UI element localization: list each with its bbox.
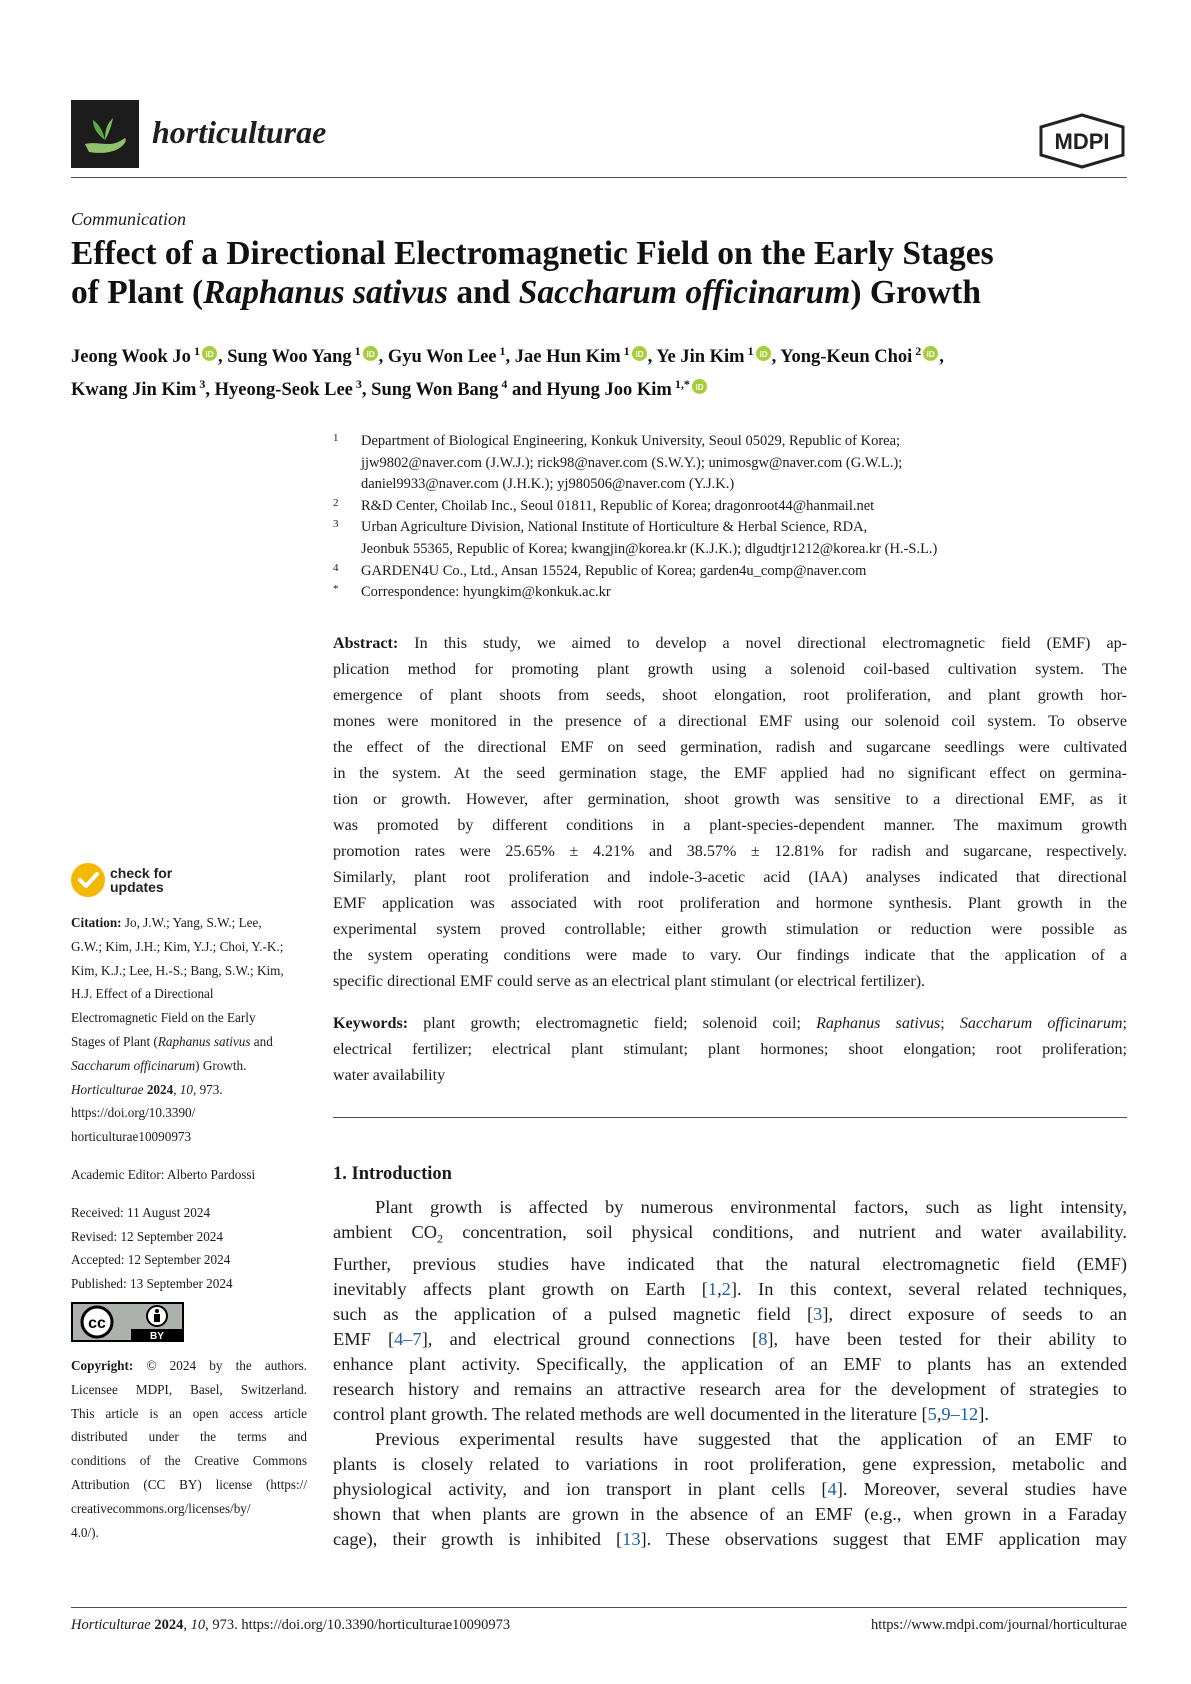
author-name: Hyeong-Seok Lee: [214, 380, 353, 401]
abstract-line: mones were monitored in the presence of a directional EMF using our solenoid coil system. To observe: [333, 713, 1127, 730]
svg-text:iD: iD: [759, 350, 768, 360]
cc-icon-text: cc: [88, 1314, 106, 1332]
by-icon-text: BY: [150, 1330, 164, 1342]
abstract-line: plication method for promoting plant growth using a solenoid coil-based cultivation system. The: [333, 661, 1127, 678]
abstract-line: Similarly, plant root proliferation and indole-3-acetic acid (IAA) analyses indicated that directional: [333, 869, 1127, 886]
orcid-icon[interactable]: [692, 379, 707, 394]
citation-doi-link[interactable]: https://doi.org/10.3390/: [71, 1105, 196, 1121]
author-affiliation-marker: 1: [747, 344, 754, 358]
svg-text:iD: iD: [635, 350, 644, 360]
author-list: [71, 338, 1141, 404]
affiliation-line: 4 GARDEN4U Co., Ltd., Ansan 15524, Republic of Korea; garden4u_comp@naver.com: [333, 561, 867, 579]
author-affiliation-marker: 1,*: [674, 377, 690, 392]
citation-line: Stages of Plant (Raphanus sativus and: [71, 1033, 273, 1049]
citation-link[interactable]: 9–12: [941, 1403, 979, 1424]
keywords-line: electrical fertilizer; electrical plant stimulant; plant hormones; shoot elongation; root proliferation;: [333, 1041, 1127, 1058]
affiliation-line: 3 Urban Agriculture Division, National Institute of Horticulture & Herbal Science, RDA,: [333, 518, 868, 536]
body-line: research history and remains an attractive research area for the development of strategies to: [333, 1378, 1127, 1399]
citation-link[interactable]: 3: [813, 1303, 823, 1324]
affiliation-line: * Correspondence: hyungkim@konkuk.ac.kr: [333, 583, 611, 601]
abstract: [333, 631, 1127, 995]
article-title: [71, 234, 1141, 312]
body-line: EMF [4–7], and electrical ground connections [8], have been tested for their ability to: [333, 1328, 1127, 1349]
title-line: Effect of a Directional Electromagnetic Field on the Early Stages: [71, 235, 994, 272]
footer-divider: [71, 1607, 1127, 1608]
accepted-date: Accepted: 12 September 2024: [71, 1252, 231, 1268]
svg-text:iD: iD: [695, 383, 704, 393]
publisher-logo-text: MDPI: [1054, 129, 1110, 154]
citation-link[interactable]: 8: [758, 1328, 768, 1349]
author-name: Kwang Jin Kim: [71, 380, 197, 401]
citation-line: Electromagnetic Field on the Early: [71, 1010, 256, 1026]
plant-hand-icon: [71, 100, 139, 168]
citation-line: Horticulturae 2024, 10, 973.: [71, 1081, 223, 1097]
body-line: Previous experimental results have suggested that the application of an EMF to: [375, 1428, 1127, 1449]
affiliation-line: Jeonbuk 55365, Republic of Korea; kwangjin@korea.kr (K.J.K.); dlgudtjr1212@korea.kr (H.-S.L.): [361, 540, 938, 557]
abstract-line: Abstract: In this study, we aimed to develop a novel directional electromagnetic field (EMF) ap-: [333, 635, 1127, 652]
affiliation-line: daniel9933@naver.com (J.H.K.); yj980506@naver.com (Y.J.K.): [361, 476, 735, 493]
abstract-line: the system operating conditions were made to vary. Our findings indicate that the application of a: [333, 947, 1127, 964]
svg-text:iD: iD: [366, 350, 375, 360]
abstract-line: tion or growth. However, after germination, shoot growth was sensitive to a directional EMF, as it: [333, 791, 1127, 808]
check-updates-line: check for: [110, 865, 173, 881]
affiliation-line: 2 R&D Center, Choilab Inc., Seoul 01811, Republic of Korea; dragonroot44@hanmail.net: [333, 496, 875, 514]
abstract-line: emergence of plant shoots from seeds, shoot elongation, root proliferation, and plant growth hor-: [333, 687, 1127, 704]
copyright-line: Licensee MDPI, Basel, Switzerland.: [71, 1381, 307, 1397]
keywords-line: water availability: [333, 1067, 446, 1084]
introduction-body: [333, 1195, 1127, 1552]
author-affiliation-marker: 1: [623, 344, 630, 358]
orcid-icon[interactable]: [632, 346, 647, 361]
received-date: Received: 11 August 2024: [71, 1204, 211, 1220]
keywords: [333, 1011, 1127, 1089]
author-name: Sung Won Bang: [371, 380, 499, 401]
citation-link[interactable]: 2: [721, 1278, 731, 1299]
author-affiliation-marker: 3: [199, 377, 206, 392]
citation-link[interactable]: 13: [622, 1528, 641, 1549]
copyright-line: This article is an open access article: [71, 1405, 307, 1421]
citation-link[interactable]: 4–7: [394, 1328, 422, 1349]
citation-line: Kim, K.J.; Lee, H.-S.; Bang, S.W.; Kim,: [71, 962, 284, 978]
abstract-line: promotion rates were 25.65% ± 4.21% and 38.57% ± 12.81% for radish and sugarcane, respectively.: [333, 843, 1127, 860]
body-line: cage), their growth is inhibited [13]. These observations suggest that EMF application may: [333, 1528, 1127, 1549]
copyright-line: conditions of the Creative Commons: [71, 1453, 307, 1469]
cc-by-license-badge[interactable]: [71, 1302, 184, 1342]
author-affiliation-marker: 3: [355, 377, 362, 392]
abstract-line: the effect of the directional EMF on seed germination, radish and sugarcane seedlings were cultivated: [333, 739, 1127, 756]
author-name: Jae Hun Kim: [514, 347, 621, 368]
mdpi-logo: [1037, 113, 1127, 169]
affiliation-line: jjw9802@naver.com (J.W.J.); rick98@naver.com (S.W.Y.); unimosgw@naver.com (G.W.L.);: [361, 454, 903, 471]
citation-line: H.J. Effect of a Directional: [71, 986, 214, 1002]
copyright-line: Copyright: © 2024 by the authors.: [71, 1357, 307, 1373]
body-line: shown that when plants are grown in the absence of an EMF (e.g., when grown in a Faraday: [333, 1503, 1127, 1524]
abstract-line: in the system. At the seed germination stage, the EMF applied had no significant effect on germina-: [333, 765, 1127, 782]
author-line: Kwang Jin Kim $^3$, Hyeong-Seok Lee $^3$, Sung Won Bang $^4$ and Hyung Joo Kim $^{1,*}$ iD: [71, 371, 1141, 404]
abstract-line: specific directional EMF could serve as an electrical plant stimulant (or electrical fertilizer).: [333, 973, 926, 990]
body-line: control plant growth. The related methods are well documented in the literature [5,9–12].: [333, 1403, 989, 1424]
copyright-line: creativecommons.org/licenses/by/: [71, 1500, 251, 1516]
body-line: inevitably affects plant growth on Earth [1,2]. In this context, several related techniques,: [333, 1278, 1127, 1299]
author-name: Hyung Joo Kim: [546, 380, 672, 401]
author-name: Jeong Wook Jo: [71, 347, 191, 368]
affiliation-list: [333, 431, 1133, 604]
affiliation-line: 1 Department of Biological Engineering, Konkuk University, Seoul 05029, Republic of Korea;: [333, 432, 901, 449]
svg-text:iD: iD: [205, 350, 214, 360]
author-affiliation-marker: 4: [501, 377, 508, 392]
orcid-icon[interactable]: [202, 346, 217, 361]
orcid-icon[interactable]: [363, 346, 378, 361]
body-line: plants is closely related to variations in root proliferation, gene expression, metabolic and: [333, 1453, 1127, 1474]
copyright-block: [71, 1354, 307, 1544]
footer-citation: Horticulturae 2024, 10, 973. https://doi.org/10.3390/horticulturae10090973: [71, 1617, 511, 1633]
orcid-icon[interactable]: [756, 346, 771, 361]
citation-link[interactable]: 4: [827, 1478, 837, 1499]
abstract-line: was promoted by different conditions in a plant-species-dependent manner. The maximum growth: [333, 817, 1127, 834]
academic-editor: Academic Editor: Alberto Pardossi: [71, 1166, 256, 1182]
author-affiliation-marker: 1: [499, 344, 506, 358]
svg-text:iD: iD: [926, 350, 935, 360]
article-sidebar: [71, 863, 307, 1544]
section-heading: 1. Introduction: [333, 1164, 452, 1184]
body-line: enhance plant activity. Specifically, the application of an EMF to plants has an extended: [333, 1353, 1127, 1374]
citation-line: Saccharum officinarum) Growth.: [71, 1057, 247, 1073]
abstract-line: EMF application was associated with root proliferation and hormone synthesis. Plant growth in the: [333, 895, 1127, 912]
author-line: Jeong Wook Jo $^1$ iD , Sung Woo Yang $^1$ iD , Gyu Won Lee $^1$, Jae Hun Kim $^1$ iD , Ye Jin Kim $^1$ iD , Yong-Keun Choi $^2$ iD ,: [71, 344, 944, 368]
journal-logo: [71, 100, 139, 168]
citation-block: [71, 911, 307, 1149]
author-name: Yong-Keun Choi: [780, 347, 913, 368]
author-affiliation-marker: 2: [915, 344, 922, 358]
check-icon: [71, 863, 105, 897]
header-divider: [71, 177, 1127, 178]
copyright-line: Attribution (CC BY) license (https://: [71, 1476, 307, 1492]
orcid-icon[interactable]: [923, 346, 938, 361]
body-line: ambient $CO_2$ concentration, soil physical conditions, and nutrient and water availability.: [333, 1222, 1128, 1246]
author-affiliation-marker: 1: [354, 344, 361, 358]
check-for-updates-badge[interactable]: [71, 863, 307, 897]
check-updates-line: updates: [110, 879, 164, 895]
citation-link[interactable]: 5: [927, 1403, 937, 1424]
copyright-line: distributed under the terms and: [71, 1429, 307, 1445]
body-line: such as the application of a pulsed magnetic field [3], direct exposure of seeds to an: [333, 1303, 1127, 1324]
section-divider: [333, 1117, 1127, 1118]
body-line: physiological activity, and ion transport in plant cells [4]. Moreover, several studies have: [333, 1478, 1127, 1499]
abstract-line: experimental system proved controllable; either growth stimulation or reduction were possible as: [333, 921, 1127, 938]
revised-date: Revised: 12 September 2024: [71, 1228, 223, 1244]
title-line: of Plant (Raphanus sativus and Saccharum officinarum) Growth: [71, 274, 981, 311]
article-type: Communication: [71, 209, 186, 229]
copyright-line: 4.0/).: [71, 1524, 99, 1540]
citation-line: Citation: Jo, J.W.; Yang, S.W.; Lee,: [71, 915, 262, 930]
citation-doi-link[interactable]: horticulturae10090973: [71, 1129, 192, 1145]
author-name: Gyu Won Lee: [387, 347, 497, 368]
author-affiliation-marker: 1: [193, 344, 200, 358]
author-name: Ye Jin Kim: [656, 347, 745, 368]
citation-line: G.W.; Kim, J.H.; Kim, Y.J.; Choi, Y.-K.;: [71, 938, 284, 954]
body-line: Further, previous studies have indicated that the natural electromagnetic field (EMF): [333, 1253, 1127, 1274]
footer-journal-url[interactable]: https://www.mdpi.com/journal/horticulturae: [871, 1617, 1127, 1633]
published-date: Published: 13 September 2024: [71, 1276, 233, 1292]
journal-name: horticulturae: [152, 114, 327, 150]
body-line: Plant growth is affected by numerous environmental factors, such as light intensity,: [375, 1197, 1127, 1217]
keywords-line: Keywords: plant growth; electromagnetic field; solenoid coil; Raphanus sativus; Saccharum officinarum;: [333, 1015, 1127, 1032]
citation-link[interactable]: 1: [707, 1278, 718, 1299]
author-name: Sung Woo Yang: [227, 347, 352, 368]
